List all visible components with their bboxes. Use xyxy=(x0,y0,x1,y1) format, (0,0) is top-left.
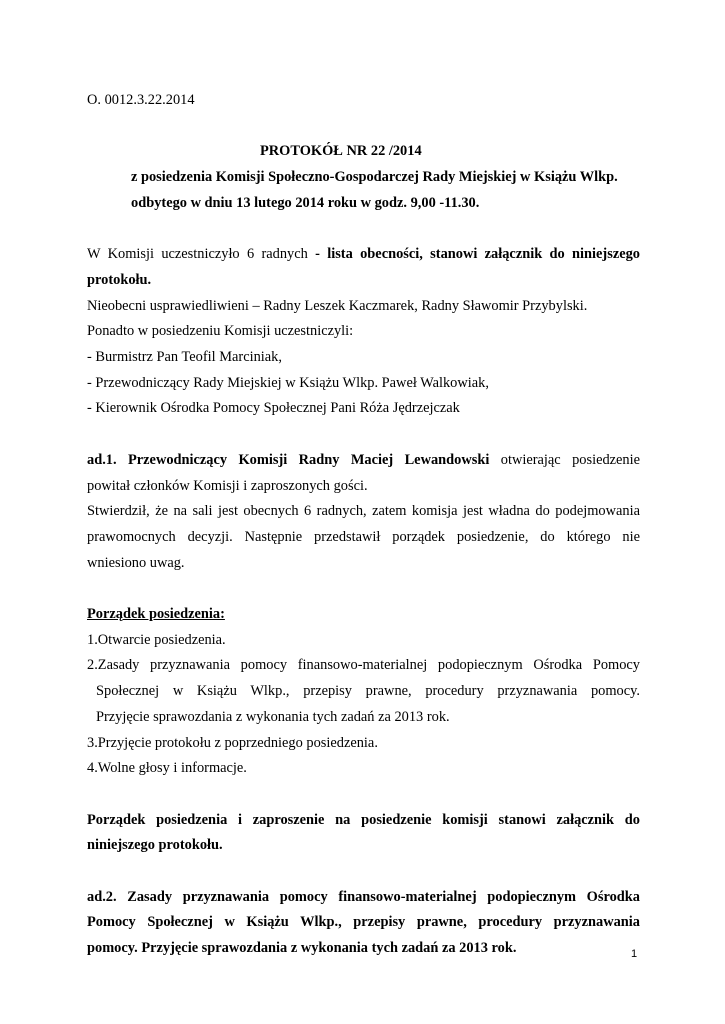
agenda-note: Porządek posiedzenia i zaproszenie na posiedzenie komisji stanowi załącznik do xyxy=(87,811,640,828)
ad1-line: prawomocnych decyzji. Następnie przedstawił porządek posiedzenie, do którego nie xyxy=(87,528,640,545)
agenda-item-continued: Społecznej w Książu Wlkp., przepisy prawne, procedury przyznawania pomocy. xyxy=(96,683,640,700)
ad2-heading: Pomocy Społecznej w Książu Wlkp., przepisy prawne, procedury przyznawania xyxy=(87,914,640,931)
page-number: 1 xyxy=(631,948,638,960)
ad2-heading: ad.2. Zasady przyznawania pomocy finansowo-materialnej podopiecznym Ośrodka xyxy=(87,888,640,905)
document-title: PROTOKÓŁ NR 22 /2014 xyxy=(260,143,422,160)
ad1-line: wniesiono uwag. xyxy=(87,554,185,571)
agenda-item-continued: Przyjęcie sprawozdania z wykonania tych zadań za 2013 rok. xyxy=(96,708,450,725)
agenda-item: 4.Wolne głosy i informacje. xyxy=(87,760,247,777)
agenda-note-end: niniejszego protokołu. xyxy=(87,837,223,854)
guest-item: - Burmistrz Pan Teofil Marciniak, xyxy=(87,349,282,365)
attendance-bold-end: protokołu. xyxy=(87,271,152,288)
ad1-heading: ad.1. Przewodniczący Komisji Radny Maciej Lewandowski xyxy=(87,451,490,468)
agenda-item: 3.Przyjęcie protokołu z poprzedniego posiedzenia. xyxy=(87,734,378,751)
agenda-heading: Porządek posiedzenia: xyxy=(87,606,225,622)
attendance-bold: - lista obecności, stanowi załącznik do niniejszego xyxy=(315,246,640,263)
agenda-item: 2.Zasady przyznawania pomocy finansowo-materialnej podopiecznym Ośrodka Pomocy xyxy=(87,657,640,674)
ad1-rest: otwierając posiedzenie xyxy=(489,451,641,468)
document-date-line: odbytego w dniu 13 lutego 2014 roku w godz. 9,00 -11.30. xyxy=(131,194,480,211)
document-page xyxy=(87,88,640,962)
ad1-line: Stwierdził, że na sali jest obecnych 6 radnych, zatem komisja jest władna do podejmowania xyxy=(87,503,640,520)
document-number: O. 0012.3.22.2014 xyxy=(87,92,195,108)
guest-item: - Kierownik Ośrodka Pomocy Społecznej Pani Róża Jędrzejczak xyxy=(87,400,460,417)
document-subtitle: z posiedzenia Komisji Społeczno-Gospodarczej Rady Miejskiej w Książu Wlkp. xyxy=(131,169,618,186)
absent-line: Nieobecni usprawiedliwieni – Radny Leszek Kaczmarek, Radny Sławomir Przybylski. xyxy=(87,297,588,314)
also-present-intro: Ponadto w posiedzeniu Komisji uczestniczyli: xyxy=(87,323,354,340)
attendance-line xyxy=(87,242,640,268)
ad2-heading-end: pomocy. Przyjęcie sprawozdania z wykonania tych zadań za 2013 rok. xyxy=(87,940,517,957)
attendance-lead: W Komisji uczestniczyło 6 radnych xyxy=(87,246,316,263)
ad1-line: powitał członków Komisji i zaproszonych gości. xyxy=(87,477,368,494)
agenda-item: 1.Otwarcie posiedzenia. xyxy=(87,631,226,648)
guest-item: - Przewodniczący Rady Miejskiej w Książu Wlkp. Paweł Walkowiak, xyxy=(87,374,489,391)
ad1-first-line xyxy=(87,448,640,474)
